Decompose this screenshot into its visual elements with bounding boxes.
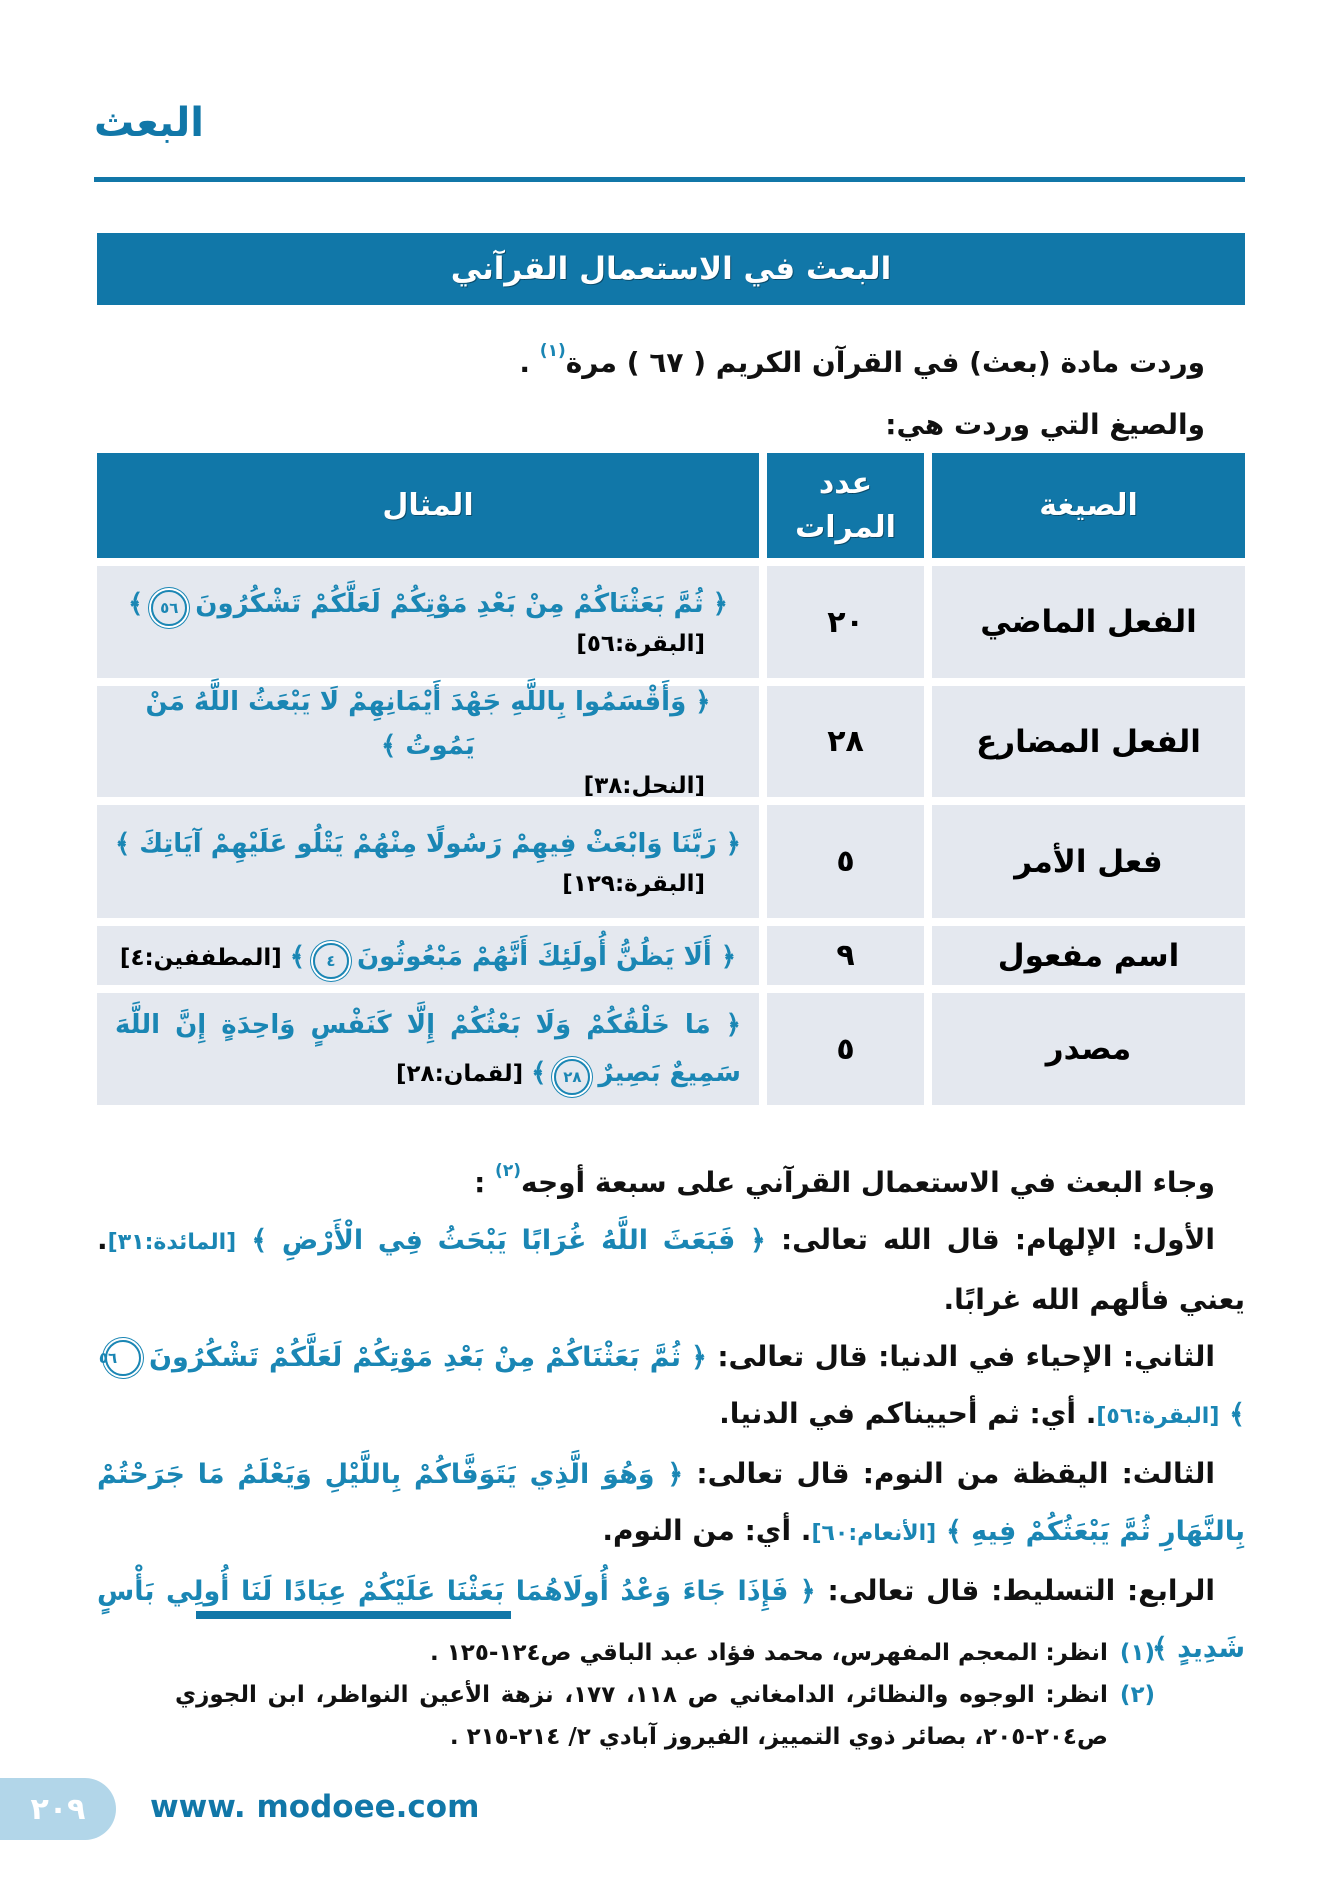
page-number-pill bbox=[0, 1778, 116, 1840]
table-row-count: ٥ bbox=[767, 993, 924, 1105]
intro-paragraph-1 bbox=[97, 326, 1245, 388]
header-cell-form: الصيغة bbox=[932, 453, 1245, 558]
intro-text-1: وردت مادة (بعث) في القرآن الكريم ( ٦٧ ) مرة bbox=[565, 346, 1205, 379]
verse-reference: [الأنعام:٦٠] bbox=[811, 1521, 937, 1546]
ayah-marker: ٤ bbox=[313, 943, 349, 979]
table-row-example bbox=[97, 926, 759, 985]
verse-reference: [النحل:٣٨] bbox=[583, 772, 705, 799]
verse-reference: [البقرة:٥٦] bbox=[576, 631, 705, 657]
heading-rule bbox=[94, 177, 1245, 182]
quran-quote: ﴿ رَبَّنَا وَابْعَثْ فِيهِمْ رَسُولًا مِنْهُمْ يَتْلُو عَلَيْهِمْ آيَاتِكَ ﴾ bbox=[115, 828, 741, 859]
usage-lead-colon: : bbox=[474, 1166, 496, 1199]
usage-item-label: الأول: الإلهام: قال الله تعالى: bbox=[765, 1223, 1216, 1256]
table-row-form: فعل الأمر bbox=[932, 805, 1245, 918]
table-row-count: ٥ bbox=[767, 805, 924, 918]
usage-item-tail: . يعني فألهم الله غرابًا. bbox=[97, 1223, 1245, 1316]
table-row-example bbox=[97, 993, 759, 1105]
quran-quote: ﴿ ثُمَّ بَعَثْنَاكُمْ مِنْ بَعْدِ مَوْتِكُمْ لَعَلَّكُمْ تَشْكُرُونَ bbox=[195, 589, 728, 619]
usage-lead bbox=[97, 1143, 1245, 1211]
usage-table bbox=[97, 453, 1245, 1105]
intro-paragraph-2: والصيغ التي وردت هي: bbox=[885, 408, 1205, 441]
footnote-number: (١) bbox=[1119, 1640, 1155, 1666]
quran-quote: ﴿ وَأَقْسَمُوا بِاللَّهِ جَهْدَ أَيْمَانِهِمْ لَا يَبْعَثُ اللَّهُ مَنْ يَمُوتُ ﴾ bbox=[145, 686, 711, 761]
quran-quote: ﴿ مَا خَلْقُكُمْ وَلَا بَعْثُكُمْ إِلَّا كَنَفْسٍ وَاحِدَةٍ إِنَّ اللَّهَ سَمِيعٌ بَصِيرٌ bbox=[115, 1010, 741, 1088]
usage-item-1 bbox=[97, 1211, 1245, 1328]
footnote-number: (٢) bbox=[1119, 1682, 1155, 1708]
table-row-example bbox=[97, 805, 759, 918]
verse-reference: [المائدة:٣١] bbox=[107, 1230, 237, 1255]
usage-section bbox=[97, 1143, 1245, 1676]
quran-quote: ﴿ وَهُوَ الَّذِي يَتَوَفَّاكُمْ بِاللَّيْلِ وَيَعْلَمُ مَا جَرَحْتُمْ بِالنَّهَارِ ثُمَّ يَبْعَثُكُمْ فِيهِ ﴾ bbox=[97, 1459, 1245, 1547]
footnotes bbox=[175, 1632, 1155, 1758]
table-row-form: الفعل الماضي bbox=[932, 566, 1245, 678]
verse-reference: [البقرة:٥٦] bbox=[1096, 1404, 1220, 1429]
ayah-marker: ٥٦ bbox=[105, 1340, 141, 1376]
quran-quote: ﴿ أَلَا يَظُنُّ أُولَئِكَ أَنَّهُمْ مَبْعُوثُونَ bbox=[356, 942, 737, 972]
usage-item-label: الرابع: التسليط: قال تعالى: bbox=[815, 1574, 1215, 1607]
verse-reference: [لقمان:٢٨] bbox=[395, 1061, 524, 1087]
usage-item-tail: . أي: ثم أحييناكم في الدنيا. bbox=[719, 1397, 1097, 1430]
verse-reference: [البقرة:١٢٩] bbox=[562, 870, 705, 897]
footnote-marker-1: (١) bbox=[539, 341, 566, 361]
footnote-item bbox=[175, 1674, 1155, 1758]
table-row-form: مصدر bbox=[932, 993, 1245, 1105]
quran-quote: ﴿ ثُمَّ بَعَثْنَاكُمْ مِنْ بَعْدِ مَوْتِكُمْ لَعَلَّكُمْ تَشْكُرُونَ bbox=[149, 1342, 707, 1373]
intro-period: . bbox=[519, 346, 540, 379]
section-title-bar bbox=[97, 233, 1245, 305]
ayah-marker: ٢٨ bbox=[554, 1059, 590, 1095]
table-row-form: الفعل المضارع bbox=[932, 686, 1245, 797]
quote-close-bracket: ﴾ bbox=[531, 1058, 547, 1088]
footnote-item bbox=[175, 1632, 1155, 1674]
ayah-marker: ٥٦ bbox=[151, 590, 187, 626]
header-cell-count: عدد المرات bbox=[767, 453, 924, 558]
quote-close-bracket: ﴾ bbox=[1229, 1399, 1245, 1430]
quote-close-bracket: ﴾ bbox=[128, 589, 144, 619]
usage-item-3 bbox=[97, 1445, 1245, 1562]
table-row-count: ٩ bbox=[767, 926, 924, 985]
page-number: ٢٠٩ bbox=[30, 1791, 86, 1827]
verse-reference: [المطففين:٤] bbox=[119, 945, 282, 971]
website-link[interactable]: www. modoee.com bbox=[150, 1789, 480, 1825]
page-heading: البعث bbox=[94, 100, 204, 146]
usage-item-label: الثاني: الإحياء في الدنيا: قال تعالى: bbox=[706, 1340, 1215, 1373]
quran-quote: ﴿ فَبَعَثَ اللَّهُ غُرَابًا يَبْحَثُ فِي الْأَرْضِ ﴾ bbox=[251, 1225, 766, 1256]
usage-lead-text: وجاء البعث في الاستعمال القرآني على سبعة أوجه bbox=[520, 1166, 1215, 1199]
table-row-example bbox=[97, 566, 759, 678]
section-title: البعث في الاستعمال القرآني bbox=[450, 251, 892, 287]
table-row-example bbox=[97, 686, 759, 797]
footnote-separator bbox=[196, 1611, 511, 1619]
table-row-count: ٢٨ bbox=[767, 686, 924, 797]
quran-quote: ﴿ فَإِذَا جَاءَ وَعْدُ أُولَاهُمَا بَعَثْنَا عَلَيْكُمْ عِبَادًا لَنَا أُولِي بَأْسٍ شَدِيدٍ ﴾ bbox=[97, 1576, 1245, 1664]
footnote-text: انظر: المعجم المفهرس، محمد فؤاد عبد الباقي ص١٢٤-١٢٥ . bbox=[430, 1640, 1108, 1666]
table-row-form: اسم مفعول bbox=[932, 926, 1245, 985]
footnote-marker-2: (٢) bbox=[495, 1161, 521, 1181]
usage-item-2 bbox=[97, 1328, 1245, 1445]
quote-close-bracket: ﴾ bbox=[289, 942, 305, 972]
usage-item-label: الثالث: اليقظة من النوم: قال تعالى: bbox=[683, 1457, 1215, 1490]
footnote-text: انظر: الوجوه والنظائر، الدامغاني ص ١١٨، ١٧٧، نزهة الأعين النواظر، ابن الجوزي ص٢٠٤-٢٠٥، بصائر ذوي التمييز، الفيروز آبادي ٢/ ٢١٤-٢١٥ . bbox=[175, 1682, 1108, 1750]
usage-item-tail: . أي: من النوم. bbox=[602, 1514, 812, 1547]
header-cell-example: المثال bbox=[97, 453, 759, 558]
table-row-count: ٢٠ bbox=[767, 566, 924, 678]
